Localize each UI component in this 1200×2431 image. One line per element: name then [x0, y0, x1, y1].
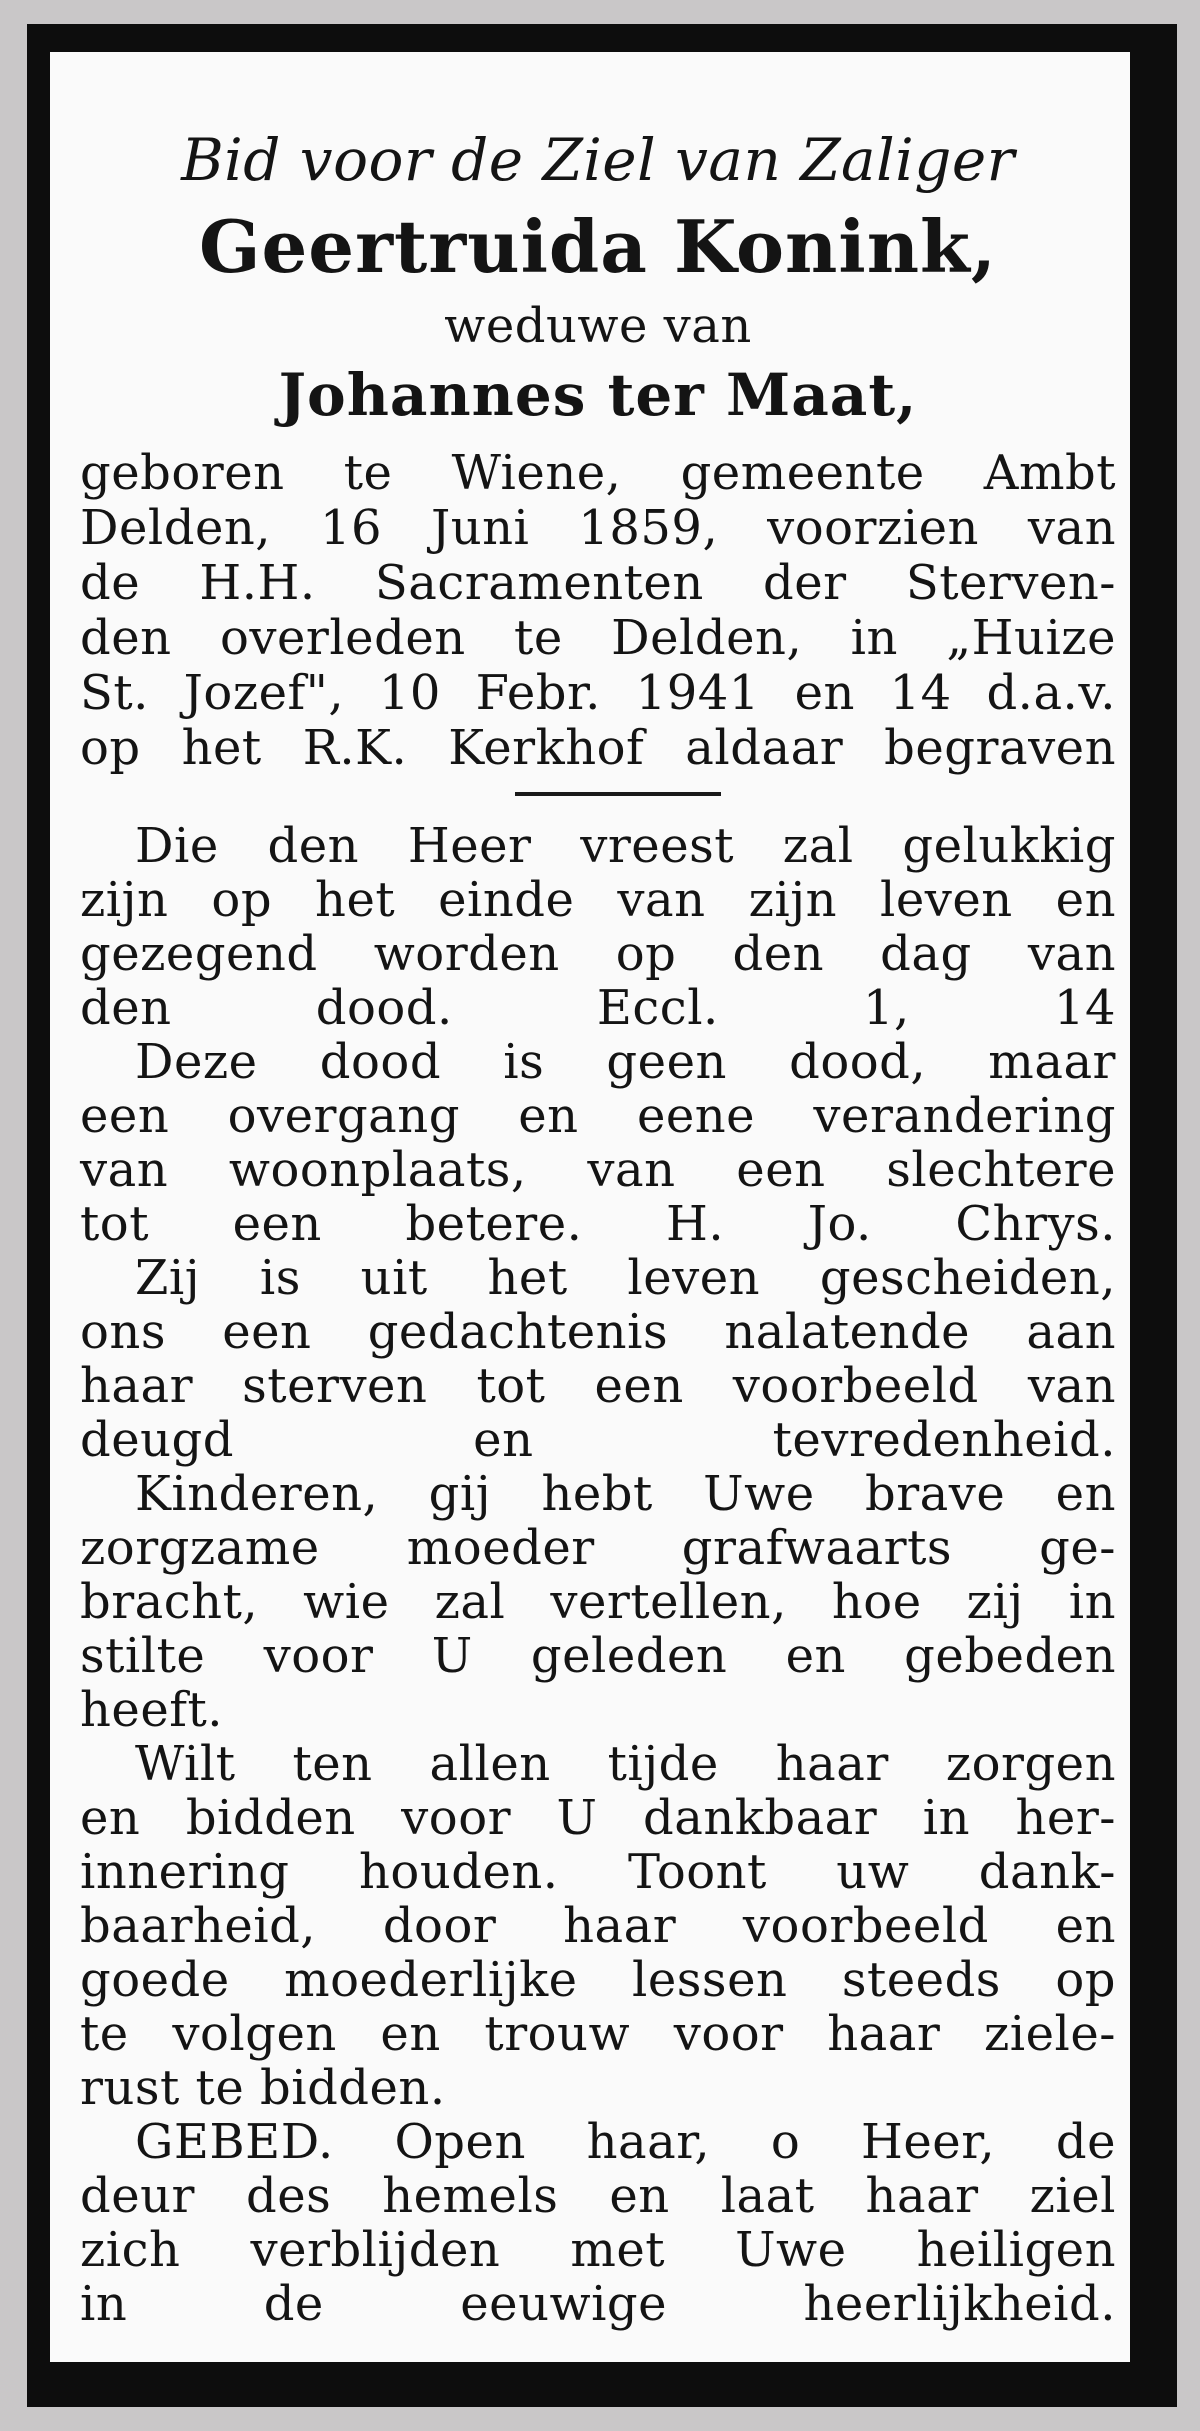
verse-line: haar sterven tot een voorbeeld van — [80, 1358, 1116, 1414]
verse-line: den dood. Eccl. 1, 14 — [80, 980, 1116, 1036]
biography-line: op het R.K. Kerkhof aldaar begraven — [80, 720, 1116, 776]
verse-line: zich verblijden met Uwe heiligen — [80, 2222, 1116, 2278]
verse-line: innering houden. Toont uw dank- — [80, 1844, 1116, 1900]
verse-line: van woonplaats, van een slechtere — [80, 1142, 1116, 1198]
verse-line: deur des hemels en laat haar ziel — [80, 2168, 1116, 2224]
verse-line: gezegend worden op den dag van — [80, 926, 1116, 982]
biography-line: St. Jozef", 10 Febr. 1941 en 14 d.a.v. — [80, 665, 1116, 721]
verse-line: Zij is uit het leven gescheiden, — [135, 1250, 1116, 1306]
verse-line: zijn op het einde van zijn leven en — [80, 872, 1116, 928]
verse-line: tot een betere. H. Jo. Chrys. — [80, 1196, 1116, 1252]
biography-line: de H.H. Sacramenten der Sterven- — [80, 555, 1116, 611]
deceased-name: Geertruida Konink, — [198, 204, 997, 289]
verse-line: ons een gedachtenis nalatende aan — [80, 1304, 1116, 1360]
biography-line: geboren te Wiene, gemeente Ambt — [80, 445, 1116, 501]
relation-text: weduwe van — [444, 298, 752, 354]
verse-line: in de eeuwige heerlijkheid. — [80, 2276, 1116, 2332]
verse-line: stilte voor U geleden en gebeden — [80, 1628, 1116, 1684]
verse-line: baarheid, door haar voorbeeld en — [80, 1898, 1116, 1954]
verse-line: bracht, wie zal vertellen, hoe zij in — [80, 1574, 1116, 1630]
verse-line: Kinderen, gij hebt Uwe brave en — [135, 1466, 1116, 1522]
verse-line: Die den Heer vreest zal gelukkig — [135, 818, 1116, 874]
verse-line: rust te bidden. — [80, 2060, 446, 2116]
verse-line: GEBED. Open haar, o Heer, de — [135, 2114, 1116, 2170]
card-heading: Bid voor de Ziel van Zaliger — [181, 126, 1015, 194]
biography-line: den overleden te Delden, in „Huize — [80, 610, 1116, 666]
verse-line: een overgang en eene verandering — [80, 1088, 1116, 1144]
verse-line: goede moederlijke lessen steeds op — [80, 1952, 1116, 2008]
biography-line: Delden, 16 Juni 1859, voorzien van — [80, 500, 1116, 556]
verse-line: Wilt ten allen tijde haar zorgen — [135, 1736, 1116, 1792]
verse-line: en bidden voor U dankbaar in her- — [80, 1790, 1116, 1846]
verse-line: deugd en tevredenheid. — [80, 1412, 1116, 1468]
verse-line: te volgen en trouw voor haar ziele- — [80, 2006, 1116, 2062]
verse-line: Deze dood is geen dood, maar — [135, 1034, 1116, 1090]
verse-line: heeft. — [80, 1682, 224, 1738]
verse-line: zorgzame moeder grafwaarts ge- — [80, 1520, 1116, 1576]
spouse-name: Johannes ter Maat, — [278, 361, 918, 429]
divider-rule — [515, 792, 721, 796]
